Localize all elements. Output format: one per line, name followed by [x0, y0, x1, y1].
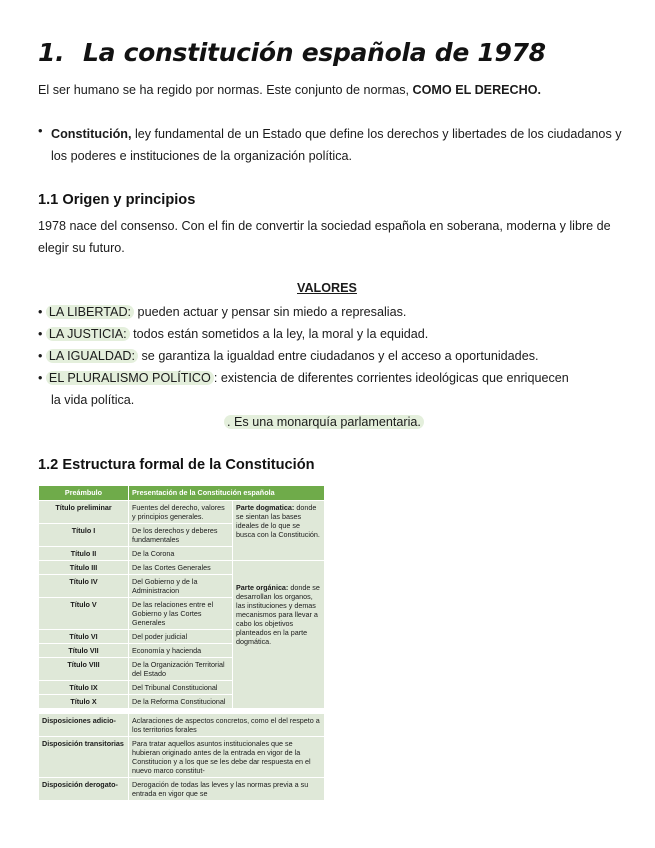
monarquia-note — [224, 412, 424, 432]
valor-term: EL PLURALISMO POLÍTICO — [46, 371, 214, 385]
valor-text: : existencia de diferentes corrientes ideológicas que enriquecen — [213, 371, 569, 385]
dogmatica-text: donde se sientan las bases ideales de lo que se busca con la Constitución. — [236, 503, 320, 539]
page-title — [38, 38, 546, 67]
table-cell: De la Corona — [129, 547, 233, 561]
valor-term: LA JUSTICIA: — [46, 327, 130, 341]
organica-text: donde se desarrollan los organos, las instituciones y demas mecanismos para llevar a cabo los objetivos planteados en la parte dogmática. — [236, 583, 320, 646]
dogmatica-term: Parte dogmatica: — [236, 503, 295, 512]
valor-item: • EL PLURALISMO POLÍTICO : existencia de diferentes corrientes ideológicas que enriquecen — [38, 371, 569, 385]
table-cell-key: Título preliminar — [39, 501, 129, 524]
valor-text: se garantiza la igualdad entre ciudadanos y el acceso a oportunidades. — [138, 349, 539, 363]
table-cell-key: Título IX — [39, 681, 129, 695]
valor-item: • LA JUSTICIA: todos están sometidos a la ley, la moral y la equidad. — [38, 327, 429, 341]
table-cell-key: Título VIII — [39, 658, 129, 681]
table-cell: Aclaraciones de aspectos concretos, como el del respeto a los territorios forales — [129, 714, 325, 737]
valor-text: pueden actuar y pensar sin miedo a represalias. — [134, 305, 407, 319]
table-cell-key: Título II — [39, 547, 129, 561]
table-cell: De la Organización Territorial del Estado — [129, 658, 233, 681]
valor-term: LA IGUALDAD: — [46, 349, 138, 363]
origen-heading: 1.1 Origen y principios — [38, 192, 196, 208]
intro-text: El ser humano se ha regido por normas. Este conjunto de normas, — [38, 83, 413, 97]
valor-text: todos están sometidos a la ley, la moral y la equidad. — [129, 327, 429, 341]
table-row — [39, 501, 325, 524]
table-cell: De la Reforma Constitucional — [129, 695, 233, 709]
table-cell-key: Título V — [39, 598, 129, 630]
constitucion-term: Constitución, — [51, 127, 132, 141]
parte-dogmatica-cell — [233, 501, 325, 561]
estructura-heading: 1.2 Estructura formal de la Constitución — [38, 457, 315, 473]
table-cell-key: Título X — [39, 695, 129, 709]
table-cell: Del poder judicial — [129, 630, 233, 644]
title-number: 1. — [38, 38, 65, 67]
intro-bold: COMO EL DERECHO. — [412, 83, 542, 97]
table-cell: De las relaciones entre el Gobierno y las Cortes Generales — [129, 598, 233, 630]
table-row — [39, 714, 325, 737]
parte-organica-cell — [233, 561, 325, 709]
table-cell-key: Título VI — [39, 630, 129, 644]
title-text: La constitución española de 1978 — [83, 38, 546, 67]
valores-title: VALORES — [297, 281, 357, 295]
intro-paragraph — [38, 79, 541, 101]
valor-continuation: la vida política. — [51, 393, 135, 407]
table-cell: Derogación de todas las leves y las normas previa a su entrada en vigor que se — [129, 778, 325, 801]
table-cell: Fuentes del derecho, valores y principios generales. — [129, 501, 233, 524]
monarquia-text: . Es una monarquía parlamentaria. — [224, 415, 424, 429]
table-cell-key: Título IV — [39, 575, 129, 598]
table-cell-key: Disposiciones adicio- — [39, 714, 129, 737]
origen-text: 1978 nace del consenso. Con el fin de convertir la sociedad española en soberana, moderna y libre de elegir su futuro. — [38, 219, 611, 255]
table-row — [39, 737, 325, 778]
table-cell-key: Título VII — [39, 644, 129, 658]
table-cell: De los derechos y deberes fundamentales — [129, 524, 233, 547]
valor-item: • LA IGUALDAD: se garantiza la igualdad entre ciudadanos y el acceso a oportunidades. — [38, 349, 539, 363]
table-cell: Para tratar aquellos asuntos institucionales que se hubieran originado antes de la entrada en vigor de la Constitucion y a los que se les debe dar respuesta en el nuevo marco constitut- — [129, 737, 325, 778]
valor-item: • LA LIBERTAD: pueden actuar y pensar sin miedo a represalias. — [38, 305, 407, 319]
table-cell: Del Gobierno y de la Administracion — [129, 575, 233, 598]
table-cell-key: Título I — [39, 524, 129, 547]
valor-term: LA LIBERTAD: — [46, 305, 134, 319]
table-header-row — [39, 486, 325, 501]
table-cell-key: Disposición transitorias — [39, 737, 129, 778]
table-header-cell: Presentación de la Constitución española — [129, 486, 325, 501]
organica-term: Parte orgánica: — [236, 583, 289, 592]
table-cell-key: Título III — [39, 561, 129, 575]
constitucion-text: ley fundamental de un Estado que define los derechos y libertades de los ciudadanos y los poderes e instituciones de la organización política. — [51, 127, 622, 163]
table-cell: Economía y hacienda — [129, 644, 233, 658]
table-header-cell: Preámbulo — [39, 486, 129, 501]
table-row — [39, 778, 325, 801]
estructura-table — [38, 485, 325, 801]
bullet-icon: • — [38, 123, 43, 138]
table-cell: De las Cortes Generales — [129, 561, 233, 575]
table-row — [39, 561, 325, 575]
constitucion-definition — [38, 123, 631, 167]
table-cell-key: Disposición derogato- — [39, 778, 129, 801]
table-cell: Del Tribunal Constitucional — [129, 681, 233, 695]
